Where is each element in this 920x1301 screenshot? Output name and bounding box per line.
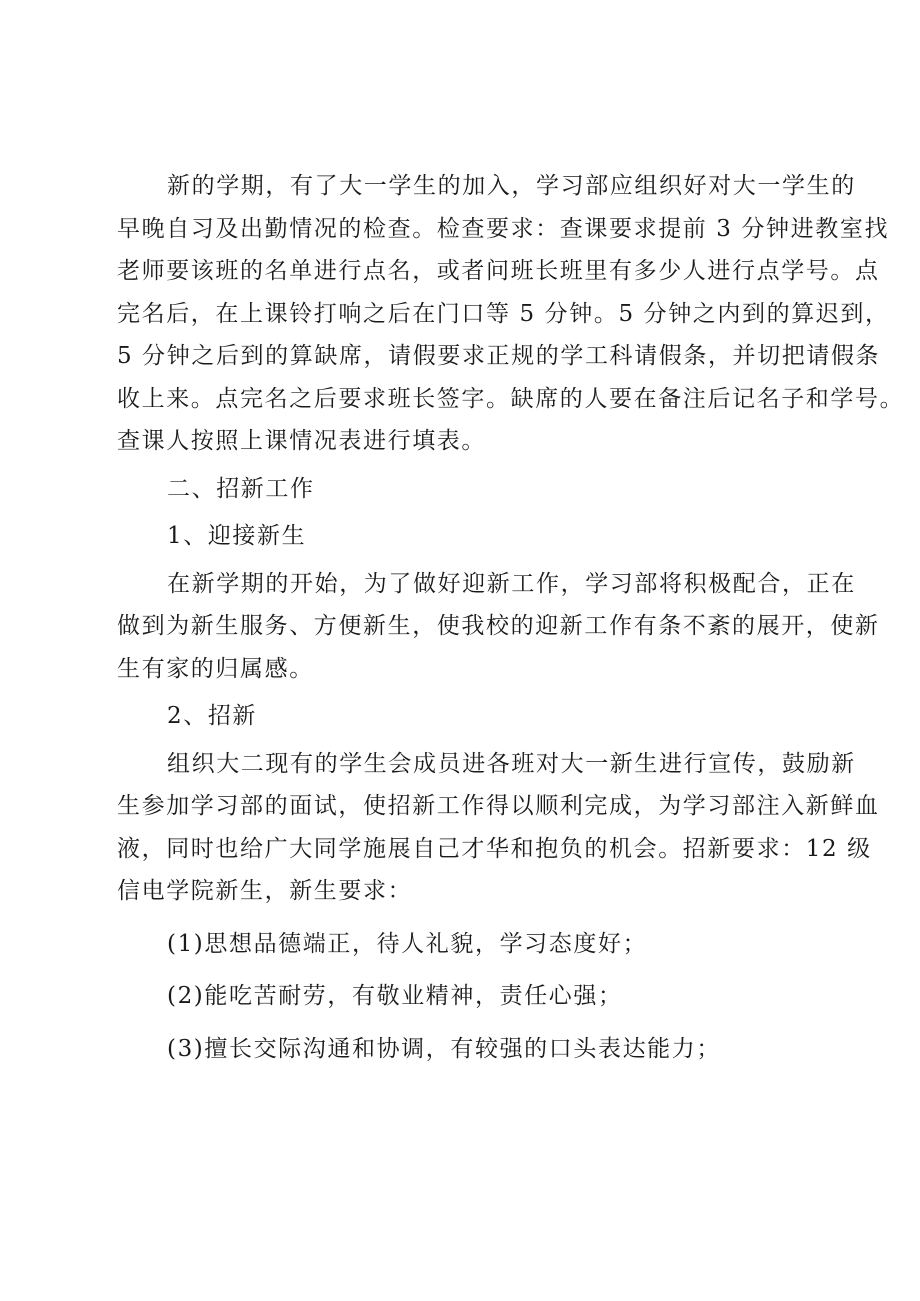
section-heading-recruitment: 二、招新工作 bbox=[167, 475, 315, 502]
text-line: 液，同时也给广大同学施展自己才华和抱负的机会。招新要求：12 级 bbox=[117, 835, 872, 862]
text-line: 查课人按照上课情况表进行填表。 bbox=[117, 428, 486, 454]
text-line: 5 分钟之后到的算缺席，请假要求正规的学工科请假条，并切把请假条 bbox=[117, 343, 881, 369]
document-body bbox=[117, 165, 905, 1070]
requirement-item: (1)思想品德端正，待人礼貌，学习态度好； bbox=[167, 930, 648, 957]
subheading-recruit: 2、招新 bbox=[167, 703, 258, 729]
text-line: 做到为新生服务、方便新生，使我校的迎新工作有条不紊的展开，使新 bbox=[117, 613, 880, 639]
text-line: 在新学期的开始，为了做好迎新工作，学习部将积极配合，正在 bbox=[167, 570, 856, 597]
requirement-item: (2)能吃苦耐劳，有敬业精神，责任心强； bbox=[167, 983, 623, 1009]
text-line: 信电学院新生，新生要求： bbox=[117, 878, 413, 904]
paragraph-welcome bbox=[117, 563, 880, 691]
text-line: 老师要该班的名单进行点名，或者问班长班里有多少人进行点学号。点 bbox=[117, 258, 880, 284]
text-line: 完名后，在上课铃打响之后在门口等 5 分钟。5 分钟之内到的算迟到， bbox=[117, 300, 890, 327]
subheading-welcome-freshmen: 1、迎接新生 bbox=[167, 523, 307, 549]
text-line: 新的学期，有了大一学生的加入，学习部应组织好对大一学生的 bbox=[167, 173, 856, 199]
text-line: 生有家的归属感。 bbox=[117, 655, 314, 682]
requirement-item: (3)擅长交际沟通和协调，有较强的口头表达能力； bbox=[167, 1035, 721, 1062]
requirements-list bbox=[117, 923, 833, 1071]
text-line: 组织大二现有的学生会成员进各班对大一新生进行宣传，鼓励新 bbox=[167, 750, 856, 777]
text-line: 收上来。点完名之后要求班长签字。缺席的人要在备注后记名子和学号。 bbox=[117, 385, 905, 412]
text-line: 生参加学习部的面试，使招新工作得以顺利完成，为学习部注入新鲜血 bbox=[117, 793, 880, 819]
paragraph-recruit bbox=[117, 743, 880, 913]
text-line: 早晚自习及出勤情况的检查。检查要求：查课要求提前 3 分钟进教室找 bbox=[117, 215, 890, 242]
paragraph-attendance-check bbox=[117, 165, 905, 463]
